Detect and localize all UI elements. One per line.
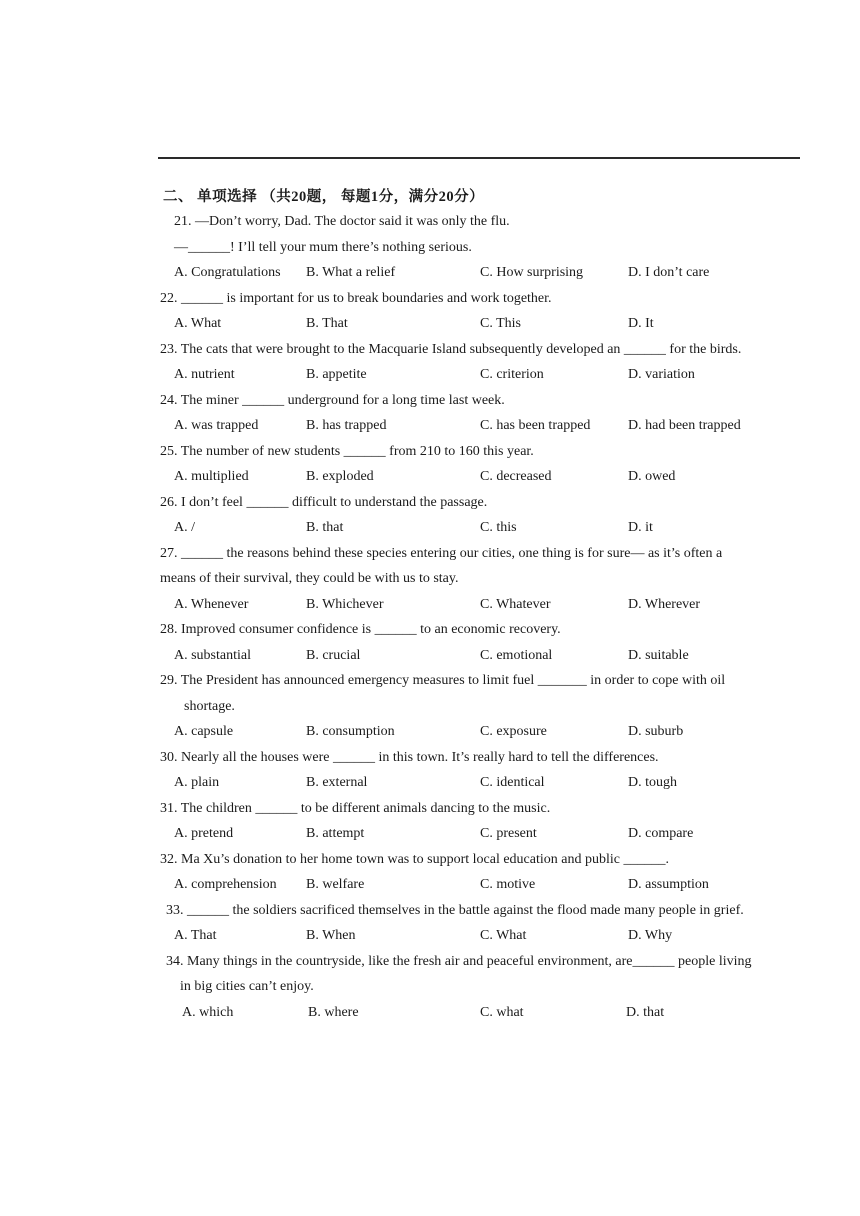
option-a[interactable]: A. substantial: [174, 647, 251, 663]
option-d[interactable]: D. tough: [628, 775, 677, 790]
option-d[interactable]: D. Why: [628, 928, 673, 943]
question-26: [160, 490, 800, 541]
option-c[interactable]: C. identical: [480, 775, 545, 790]
question-stem: 21. —Don’t worry, Dad. The doctor said it was only the flu.: [174, 214, 510, 229]
question-stem: 33. ______ the soldiers sacrificed themselves in the battle against the flood made many people in grief.: [166, 902, 744, 918]
option-a[interactable]: A. Whenever: [174, 596, 249, 612]
question-24: [160, 388, 800, 439]
option-row: [160, 643, 800, 669]
question-stem: 22. ______ is important for us to break boundaries and work together.: [160, 290, 552, 306]
option-c[interactable]: C. criterion: [480, 367, 544, 382]
question-stem: 29. The President has announced emergency measures to limit fuel _______ in order to cope with oil: [160, 673, 726, 688]
question-stem-continuation: in big cities can’t enjoy.: [180, 979, 314, 994]
option-c[interactable]: C. How surprising: [480, 265, 584, 280]
option-c[interactable]: C. motive: [480, 877, 536, 892]
question-30: [160, 745, 800, 796]
option-a[interactable]: A. was trapped: [174, 418, 259, 433]
option-b[interactable]: B. What a relief: [306, 265, 396, 280]
option-a[interactable]: A. What: [174, 316, 222, 331]
option-row: [160, 770, 800, 796]
option-c[interactable]: C. decreased: [480, 469, 552, 484]
option-row: [160, 362, 800, 388]
option-d[interactable]: D. had been trapped: [628, 418, 741, 433]
option-b[interactable]: B. external: [306, 775, 368, 790]
option-b[interactable]: B. That: [306, 316, 348, 331]
option-d[interactable]: D. assumption: [628, 877, 709, 892]
option-row: [160, 260, 800, 286]
question-34: [160, 949, 800, 1026]
option-b[interactable]: B. that: [306, 520, 344, 535]
question-stem: 24. The miner ______ underground for a long time last week.: [160, 392, 505, 408]
option-c[interactable]: C. exposure: [480, 724, 547, 739]
option-a[interactable]: A. multiplied: [174, 469, 249, 484]
question-22: [160, 286, 800, 337]
option-b[interactable]: B. has trapped: [306, 418, 387, 433]
option-a[interactable]: A. Congratulations: [174, 265, 281, 280]
option-c[interactable]: C. What: [480, 928, 527, 943]
question-28: [160, 617, 800, 668]
option-row: [160, 311, 800, 337]
option-a[interactable]: A. capsule: [174, 724, 234, 739]
option-b[interactable]: B. consumption: [306, 724, 395, 739]
option-b[interactable]: B. crucial: [306, 647, 361, 663]
option-d[interactable]: D. it: [628, 520, 653, 535]
question-stem: 31. The children ______ to be different animals dancing to the music.: [160, 800, 551, 816]
option-row: [160, 821, 800, 847]
section-title: 二、 单项选择 （共20题， 每题1分，满分20分）: [163, 189, 485, 205]
option-b[interactable]: B. attempt: [306, 826, 365, 841]
question-reply: —______! I’ll tell your mum there’s nothing serious.: [174, 239, 472, 255]
question-stem-continuation: shortage.: [184, 698, 235, 714]
option-a[interactable]: A. plain: [174, 775, 220, 790]
option-b[interactable]: B. where: [308, 1004, 359, 1020]
option-row: [160, 464, 800, 490]
option-d[interactable]: D. compare: [628, 826, 694, 841]
question-21: [160, 209, 800, 286]
option-c[interactable]: C. what: [480, 1004, 524, 1020]
option-row: [160, 413, 800, 439]
option-b[interactable]: B. welfare: [306, 877, 365, 892]
question-31: [160, 796, 800, 847]
option-c[interactable]: C. has been trapped: [480, 418, 591, 433]
option-b[interactable]: B. When: [306, 928, 356, 943]
option-d[interactable]: D. variation: [628, 367, 695, 382]
question-27: [160, 541, 800, 618]
option-c[interactable]: C. emotional: [480, 647, 553, 663]
option-c[interactable]: C. Whatever: [480, 596, 551, 612]
option-a[interactable]: A. pretend: [174, 826, 234, 841]
question-stem: 27. ______ the reasons behind these species entering our cities, one thing is for sure— as it’s often a: [160, 545, 723, 561]
question-stem: 28. Improved consumer confidence is ______ to an economic recovery.: [160, 622, 561, 637]
question-29: [160, 668, 800, 745]
option-d[interactable]: D. I don’t care: [628, 265, 710, 280]
option-a[interactable]: A. which: [182, 1004, 234, 1020]
option-d[interactable]: D. It: [628, 316, 654, 331]
question-list: [160, 209, 800, 1025]
option-row: [160, 719, 800, 745]
option-row: [160, 515, 800, 541]
option-a[interactable]: A. /: [174, 520, 195, 535]
option-c[interactable]: C. This: [480, 316, 521, 331]
question-stem: 23. The cats that were brought to the Macquarie Island subsequently developed an ______ for the birds.: [160, 341, 742, 357]
option-d[interactable]: D. owed: [628, 469, 676, 484]
question-stem: 30. Nearly all the houses were ______ in this town. It’s really hard to tell the differences.: [160, 749, 659, 765]
option-a[interactable]: A. nutrient: [174, 367, 235, 382]
question-stem: 32. Ma Xu’s donation to her home town was to support local education and public ______.: [160, 851, 669, 867]
option-d[interactable]: D. Wherever: [628, 596, 701, 612]
option-c[interactable]: C. present: [480, 826, 537, 841]
header-divider: [158, 157, 800, 159]
question-23: [160, 337, 800, 388]
question-stem: 34. Many things in the countryside, like the fresh air and peaceful environment, are______ people living: [166, 953, 752, 969]
option-row: [160, 872, 800, 898]
option-row: [160, 1000, 800, 1026]
question-32: [160, 847, 800, 898]
option-b[interactable]: B. Whichever: [306, 596, 384, 612]
question-stem: 26. I don’t feel ______ difficult to understand the passage.: [160, 494, 488, 510]
option-d[interactable]: D. suitable: [628, 647, 689, 663]
option-row: [160, 592, 800, 618]
option-c[interactable]: C. this: [480, 520, 517, 535]
option-b[interactable]: B. appetite: [306, 367, 367, 382]
question-stem-continuation: means of their survival, they could be with us to stay.: [160, 571, 459, 586]
question-33: [160, 898, 800, 949]
question-stem: 25. The number of new students ______ from 210 to 160 this year.: [160, 443, 534, 459]
option-row: [160, 923, 800, 949]
question-25: [160, 439, 800, 490]
option-a[interactable]: A. That: [174, 928, 217, 943]
option-d[interactable]: D. suburb: [628, 724, 684, 739]
option-b[interactable]: B. exploded: [306, 469, 374, 484]
option-a[interactable]: A. comprehension: [174, 877, 277, 892]
option-d[interactable]: D. that: [626, 1004, 665, 1020]
